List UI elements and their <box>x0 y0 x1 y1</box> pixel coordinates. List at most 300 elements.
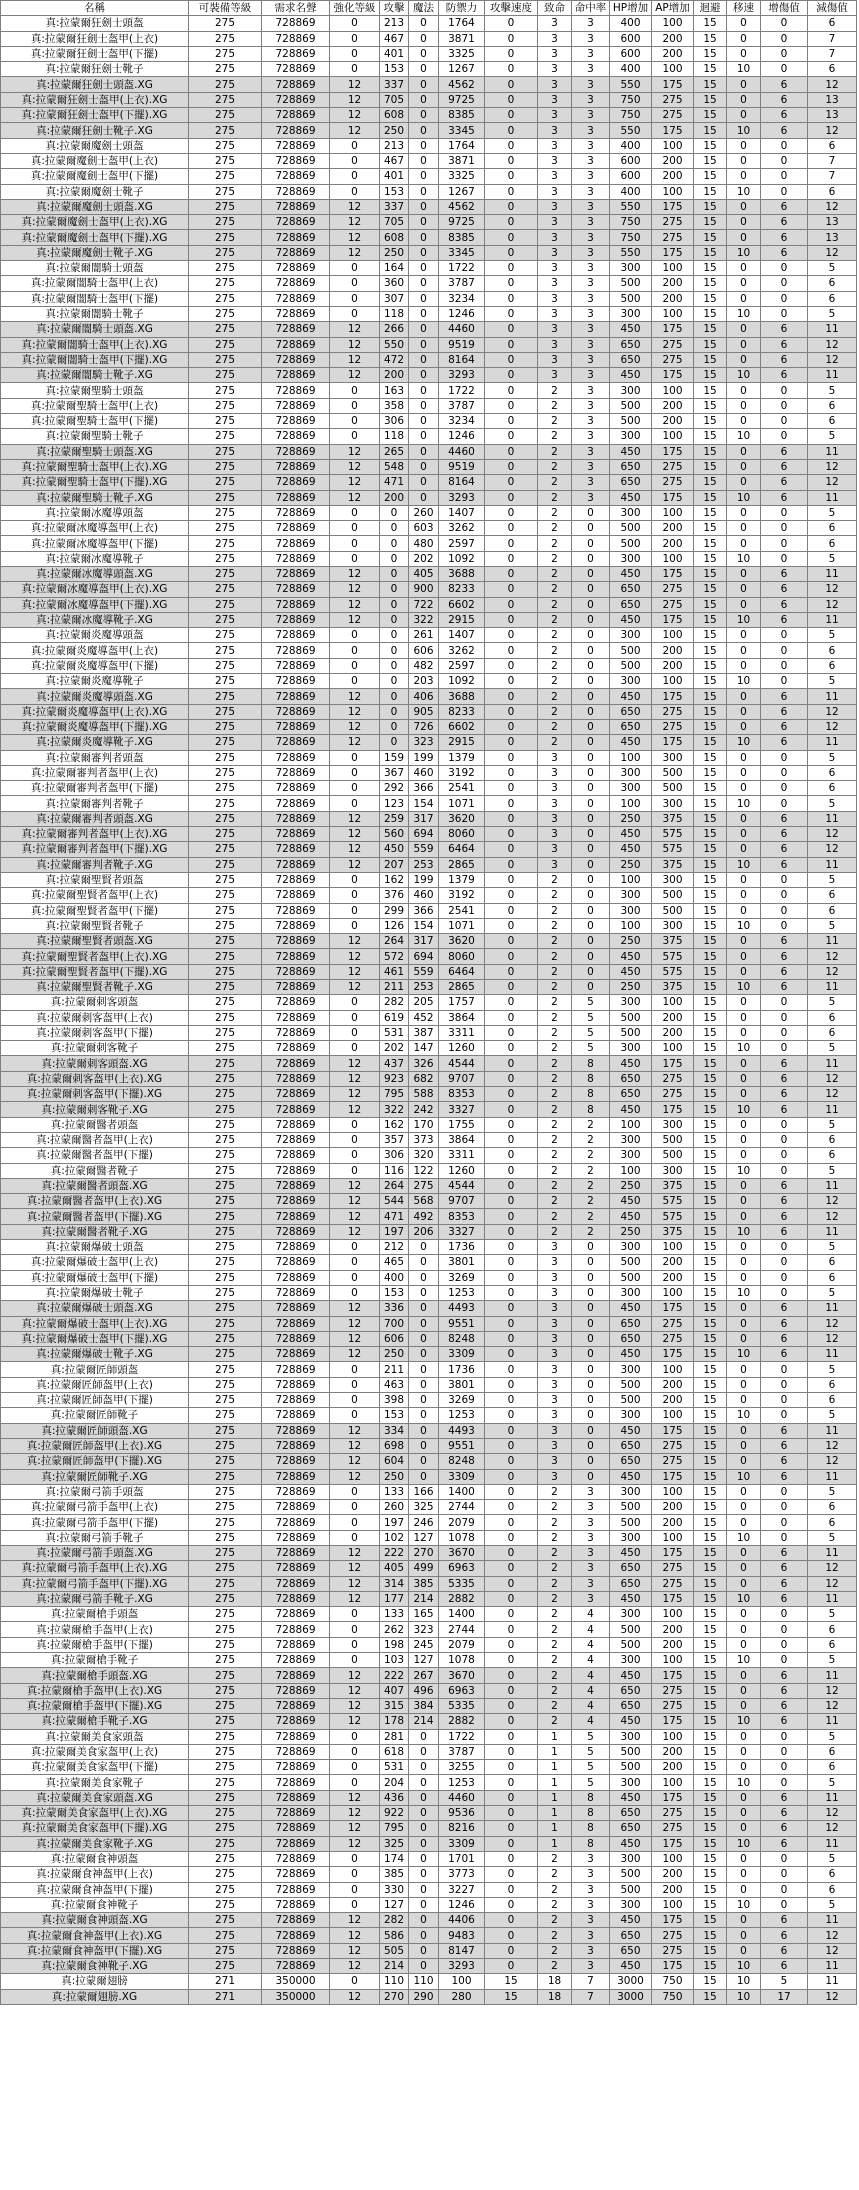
stat-cell: 4562 <box>439 199 485 214</box>
stat-cell: 275 <box>189 184 262 199</box>
stat-cell: 500 <box>610 1500 652 1515</box>
stat-cell: 0 <box>409 291 439 306</box>
stat-cell: 17 <box>761 1989 808 2004</box>
table-row <box>1 184 857 199</box>
stat-cell: 275 <box>189 1561 262 1576</box>
stat-cell: 0 <box>409 1347 439 1362</box>
stat-cell: 3864 <box>439 1132 485 1147</box>
stat-cell: 6 <box>761 1469 808 1484</box>
stat-cell: 500 <box>652 1132 694 1147</box>
stat-cell: 15 <box>694 934 727 949</box>
stat-cell: 275 <box>189 1148 262 1163</box>
stat-cell: 2 <box>538 1561 572 1576</box>
stat-cell: 2865 <box>439 857 485 872</box>
item-name-cell: 真:拉蒙爾刺客靴子.XG <box>1 1102 189 1117</box>
stat-cell: 0 <box>485 276 538 291</box>
stat-cell: 100 <box>610 750 652 765</box>
stat-cell: 728869 <box>262 903 330 918</box>
stat-cell: 0 <box>572 934 610 949</box>
stat-cell: 15 <box>694 811 727 826</box>
stat-cell: 4544 <box>439 1178 485 1193</box>
stat-cell: 0 <box>572 964 610 979</box>
stat-cell: 133 <box>380 1484 409 1499</box>
stat-cell: 275 <box>189 398 262 413</box>
stat-cell: 6 <box>761 1959 808 1974</box>
stat-cell: 3 <box>572 414 610 429</box>
stat-cell: 0 <box>572 566 610 581</box>
item-name-cell: 真:拉蒙爾魔劍士盔甲(下擺).XG <box>1 230 189 245</box>
item-name-cell: 真:拉蒙爾闇騎士盔甲(下擺).XG <box>1 352 189 367</box>
stat-cell: 0 <box>330 398 380 413</box>
stat-cell: 2 <box>538 1698 572 1713</box>
item-name-cell: 真:拉蒙爾聖騎士頭盔.XG <box>1 444 189 459</box>
item-name-cell: 真:拉蒙爾狂劍士盔甲(下擺) <box>1 46 189 61</box>
stat-cell: 0 <box>409 459 439 474</box>
stat-cell: 0 <box>485 796 538 811</box>
column-header: AP增加 <box>652 1 694 16</box>
stat-cell: 15 <box>694 31 727 46</box>
stat-cell: 9551 <box>439 1438 485 1453</box>
stat-cell: 450 <box>610 1790 652 1805</box>
stat-cell: 10 <box>727 1102 761 1117</box>
stat-cell: 3801 <box>439 1377 485 1392</box>
stat-cell: 275 <box>189 674 262 689</box>
stat-cell: 726 <box>409 719 439 734</box>
stat-cell: 728869 <box>262 1851 330 1866</box>
stat-cell: 300 <box>652 918 694 933</box>
table-row <box>1 674 857 689</box>
stat-cell: 7 <box>808 31 857 46</box>
item-name-cell: 真:拉蒙爾冰魔導頭盔.XG <box>1 566 189 581</box>
stat-cell: 385 <box>380 1867 409 1882</box>
stat-cell: 450 <box>610 1469 652 1484</box>
stat-cell: 0 <box>761 169 808 184</box>
stat-cell: 200 <box>652 1760 694 1775</box>
stat-cell: 650 <box>610 1821 652 1836</box>
stat-cell: 728869 <box>262 276 330 291</box>
stat-cell: 0 <box>409 123 439 138</box>
stat-cell: 0 <box>330 1148 380 1163</box>
stat-cell: 0 <box>409 475 439 490</box>
stat-cell: 15 <box>694 1928 727 1943</box>
stat-cell: 260 <box>409 505 439 520</box>
stat-cell: 15 <box>694 827 727 842</box>
stat-cell: 0 <box>409 1775 439 1790</box>
stat-cell: 0 <box>485 1255 538 1270</box>
stat-cell: 3 <box>572 230 610 245</box>
stat-cell: 728869 <box>262 46 330 61</box>
stat-cell: 275 <box>189 276 262 291</box>
stat-cell: 12 <box>330 1454 380 1469</box>
stat-cell: 6 <box>761 1316 808 1331</box>
stat-cell: 0 <box>572 1377 610 1392</box>
stat-cell: 2 <box>538 1683 572 1698</box>
stat-cell: 10 <box>727 1347 761 1362</box>
stat-cell: 0 <box>761 1025 808 1040</box>
stat-cell: 271 <box>189 1974 262 1989</box>
stat-cell: 450 <box>610 1102 652 1117</box>
stat-cell: 2 <box>572 1194 610 1209</box>
stat-cell: 11 <box>808 1591 857 1606</box>
item-name-cell: 真:拉蒙爾聖賢者靴子 <box>1 918 189 933</box>
stat-cell: 619 <box>380 1010 409 1025</box>
stat-cell: 15 <box>694 796 727 811</box>
item-name-cell: 真:拉蒙爾槍手盔甲(下擺) <box>1 1637 189 1652</box>
stat-cell: 10 <box>727 1469 761 1484</box>
stat-cell: 450 <box>610 1347 652 1362</box>
stat-cell: 175 <box>652 1301 694 1316</box>
stat-cell: 750 <box>610 215 652 230</box>
stat-cell: 275 <box>189 934 262 949</box>
table-row <box>1 1500 857 1515</box>
stat-cell: 0 <box>727 1576 761 1591</box>
stat-cell: 728869 <box>262 1194 330 1209</box>
stat-cell: 0 <box>330 1500 380 1515</box>
stat-cell: 0 <box>409 1928 439 1943</box>
stat-cell: 728869 <box>262 230 330 245</box>
stat-cell: 12 <box>330 1790 380 1805</box>
stat-cell: 200 <box>652 46 694 61</box>
item-name-cell: 真:拉蒙爾審判者頭盔 <box>1 750 189 765</box>
stat-cell: 0 <box>380 735 409 750</box>
stat-cell: 0 <box>727 337 761 352</box>
stat-cell: 6 <box>808 1760 857 1775</box>
stat-cell: 5 <box>808 429 857 444</box>
stat-cell: 2 <box>538 980 572 995</box>
table-row <box>1 1270 857 1285</box>
stat-cell: 0 <box>485 1270 538 1285</box>
stat-cell: 12 <box>330 1943 380 1958</box>
stat-cell: 275 <box>189 980 262 995</box>
stat-cell: 275 <box>189 1270 262 1285</box>
stat-cell: 0 <box>761 184 808 199</box>
stat-cell: 905 <box>409 704 439 719</box>
stat-cell: 0 <box>330 1867 380 1882</box>
stat-cell: 250 <box>610 811 652 826</box>
stat-cell: 204 <box>380 1775 409 1790</box>
table-row <box>1 1591 857 1606</box>
stat-cell: 0 <box>485 383 538 398</box>
stat-cell: 275 <box>189 261 262 276</box>
table-row <box>1 857 857 872</box>
item-name-cell: 真:拉蒙爾闇騎士靴子 <box>1 306 189 321</box>
item-name-cell: 真:拉蒙爾弓箭手靴子 <box>1 1530 189 1545</box>
stat-cell: 12 <box>330 1087 380 1102</box>
stat-cell: 15 <box>694 108 727 123</box>
stat-cell: 0 <box>409 1240 439 1255</box>
stat-cell: 10 <box>727 551 761 566</box>
stat-cell: 6 <box>808 1637 857 1652</box>
stat-cell: 200 <box>652 1867 694 1882</box>
stat-cell: 6 <box>761 1576 808 1591</box>
stat-cell: 2 <box>538 582 572 597</box>
stat-cell: 400 <box>610 62 652 77</box>
stat-cell: 0 <box>761 1408 808 1423</box>
stat-cell: 5 <box>808 1851 857 1866</box>
stat-cell: 0 <box>572 1331 610 1346</box>
stat-cell: 275 <box>189 1255 262 1270</box>
stat-cell: 3 <box>538 77 572 92</box>
stat-cell: 275 <box>189 1362 262 1377</box>
stat-cell: 12 <box>330 475 380 490</box>
stat-cell: 100 <box>610 872 652 887</box>
stat-cell: 450 <box>610 1056 652 1071</box>
stat-cell: 0 <box>485 1576 538 1591</box>
stat-cell: 2 <box>538 1209 572 1224</box>
stat-cell: 15 <box>694 1668 727 1683</box>
stat-cell: 0 <box>727 398 761 413</box>
stat-cell: 0 <box>572 1301 610 1316</box>
stat-cell: 11 <box>808 1056 857 1071</box>
stat-cell: 11 <box>808 368 857 383</box>
stat-cell: 1379 <box>439 872 485 887</box>
stat-cell: 0 <box>761 1393 808 1408</box>
item-name-cell: 真:拉蒙爾刺客頭盔.XG <box>1 1056 189 1071</box>
item-name-cell: 真:拉蒙爾槍手盔甲(下擺).XG <box>1 1698 189 1713</box>
stat-cell: 15 <box>694 1484 727 1499</box>
table-row <box>1 505 857 520</box>
stat-cell: 300 <box>610 628 652 643</box>
stat-cell: 0 <box>409 245 439 260</box>
stat-cell: 2 <box>538 735 572 750</box>
stat-cell: 728869 <box>262 1806 330 1821</box>
column-header: HP增加 <box>610 1 652 16</box>
stat-cell: 7 <box>808 153 857 168</box>
stat-cell: 15 <box>694 689 727 704</box>
stat-cell: 0 <box>485 77 538 92</box>
stat-cell: 0 <box>727 1301 761 1316</box>
stat-cell: 2 <box>538 1622 572 1637</box>
stat-cell: 15 <box>694 1622 727 1637</box>
stat-cell: 11 <box>808 1178 857 1193</box>
stat-cell: 0 <box>330 184 380 199</box>
stat-cell: 259 <box>380 811 409 826</box>
stat-cell: 728869 <box>262 123 330 138</box>
stat-cell: 6 <box>808 1255 857 1270</box>
table-row <box>1 1821 857 1836</box>
stat-cell: 175 <box>652 444 694 459</box>
stat-cell: 728869 <box>262 674 330 689</box>
stat-cell: 0 <box>330 169 380 184</box>
stat-cell: 0 <box>572 781 610 796</box>
stat-cell: 10 <box>727 612 761 627</box>
stat-cell: 100 <box>652 674 694 689</box>
stat-cell: 0 <box>485 704 538 719</box>
stat-cell: 0 <box>485 1316 538 1331</box>
stat-cell: 15 <box>694 1515 727 1530</box>
stat-cell: 1701 <box>439 1851 485 1866</box>
stat-cell: 12 <box>330 1209 380 1224</box>
stat-cell: 3 <box>538 245 572 260</box>
stat-cell: 3 <box>538 368 572 383</box>
stat-cell: 728869 <box>262 1913 330 1928</box>
stat-cell: 0 <box>330 1851 380 1866</box>
stat-cell: 728869 <box>262 582 330 597</box>
stat-cell: 0 <box>761 1163 808 1178</box>
stat-cell: 728869 <box>262 245 330 260</box>
item-name-cell: 真:拉蒙爾美食家盔甲(上衣) <box>1 1744 189 1759</box>
table-row <box>1 1025 857 1040</box>
stat-cell: 0 <box>727 1010 761 1025</box>
stat-cell: 0 <box>485 444 538 459</box>
stat-cell: 728869 <box>262 1775 330 1790</box>
stat-cell: 0 <box>409 368 439 383</box>
item-name-cell: 真:拉蒙爾醫者盔甲(下擺) <box>1 1148 189 1163</box>
stat-cell: 2541 <box>439 781 485 796</box>
stat-cell: 550 <box>610 77 652 92</box>
stat-cell: 3 <box>538 781 572 796</box>
stat-cell: 0 <box>727 383 761 398</box>
stat-cell: 2 <box>538 398 572 413</box>
stat-cell: 0 <box>330 1744 380 1759</box>
stat-cell: 0 <box>761 383 808 398</box>
stat-cell: 0 <box>409 230 439 245</box>
stat-cell: 275 <box>189 490 262 505</box>
item-name-cell: 真:拉蒙爾醫者靴子 <box>1 1163 189 1178</box>
stat-cell: 100 <box>652 62 694 77</box>
stat-cell: 0 <box>485 1163 538 1178</box>
stat-cell: 728869 <box>262 949 330 964</box>
stat-cell: 728869 <box>262 1240 330 1255</box>
stat-cell: 100 <box>652 138 694 153</box>
stat-cell: 11 <box>808 1913 857 1928</box>
stat-cell: 100 <box>610 918 652 933</box>
stat-cell: 0 <box>727 1117 761 1132</box>
stat-cell: 12 <box>330 1056 380 1071</box>
stat-cell: 317 <box>409 811 439 826</box>
stat-cell: 154 <box>409 796 439 811</box>
stat-cell: 467 <box>380 31 409 46</box>
stat-cell: 500 <box>610 291 652 306</box>
stat-cell: 12 <box>808 1071 857 1086</box>
stat-cell: 100 <box>652 1240 694 1255</box>
stat-cell: 360 <box>380 276 409 291</box>
stat-cell: 300 <box>610 1132 652 1147</box>
stat-cell: 450 <box>610 735 652 750</box>
stat-cell: 1 <box>538 1744 572 1759</box>
stat-cell: 0 <box>485 949 538 964</box>
table-row <box>1 597 857 612</box>
stat-cell: 0 <box>727 1928 761 1943</box>
stat-cell: 275 <box>189 383 262 398</box>
stat-cell: 0 <box>409 1285 439 1300</box>
stat-cell: 0 <box>485 1132 538 1147</box>
stat-cell: 0 <box>485 1622 538 1637</box>
stat-cell: 12 <box>808 1683 857 1698</box>
stat-cell: 0 <box>727 1362 761 1377</box>
stat-cell: 0 <box>330 796 380 811</box>
stat-cell: 0 <box>485 1897 538 1912</box>
stat-cell: 3 <box>538 1347 572 1362</box>
stat-cell: 0 <box>761 429 808 444</box>
stat-cell: 270 <box>380 1989 409 2004</box>
table-row <box>1 827 857 842</box>
stat-cell: 0 <box>572 1469 610 1484</box>
stat-cell: 7 <box>572 1974 610 1989</box>
stat-cell: 1 <box>538 1806 572 1821</box>
table-row <box>1 1897 857 1912</box>
stat-cell: 6 <box>761 719 808 734</box>
item-name-cell: 真:拉蒙爾醫者頭盔.XG <box>1 1178 189 1193</box>
stat-cell: 300 <box>610 1041 652 1056</box>
table-row <box>1 1576 857 1591</box>
stat-cell: 0 <box>761 1362 808 1377</box>
stat-cell: 12 <box>330 245 380 260</box>
stat-cell: 650 <box>610 352 652 367</box>
stat-cell: 3 <box>572 169 610 184</box>
stat-cell: 3 <box>572 1591 610 1606</box>
stat-cell: 0 <box>761 995 808 1010</box>
stat-cell: 15 <box>694 1821 727 1836</box>
stat-cell: 0 <box>409 1867 439 1882</box>
stat-cell: 12 <box>330 1989 380 2004</box>
stat-cell: 0 <box>330 429 380 444</box>
stat-cell: 0 <box>485 138 538 153</box>
stat-cell: 275 <box>189 1897 262 1912</box>
stat-cell: 2 <box>538 1653 572 1668</box>
stat-cell: 300 <box>610 429 652 444</box>
table-row <box>1 1194 857 1209</box>
stat-cell: 492 <box>409 1209 439 1224</box>
stat-cell: 100 <box>652 184 694 199</box>
stat-cell: 4460 <box>439 1790 485 1805</box>
stat-cell: 0 <box>761 398 808 413</box>
stat-cell: 608 <box>380 230 409 245</box>
stat-cell: 0 <box>485 1882 538 1897</box>
table-row <box>1 719 857 734</box>
stat-cell: 6 <box>761 1056 808 1071</box>
stat-cell: 11 <box>808 1974 857 1989</box>
stat-cell: 6 <box>761 1102 808 1117</box>
stat-cell: 0 <box>727 1377 761 1392</box>
stat-cell: 0 <box>485 1102 538 1117</box>
stat-cell: 728869 <box>262 306 330 321</box>
stat-cell: 728869 <box>262 1637 330 1652</box>
stat-cell: 0 <box>727 1132 761 1147</box>
stat-cell: 3262 <box>439 643 485 658</box>
stat-cell: 3670 <box>439 1668 485 1683</box>
stat-cell: 275 <box>189 1331 262 1346</box>
stat-cell: 0 <box>572 658 610 673</box>
stat-cell: 0 <box>330 276 380 291</box>
stat-cell: 200 <box>652 536 694 551</box>
stat-cell: 471 <box>380 475 409 490</box>
stat-cell: 275 <box>189 643 262 658</box>
stat-cell: 12 <box>808 1806 857 1821</box>
stat-cell: 275 <box>189 1744 262 1759</box>
stat-cell: 275 <box>652 1316 694 1331</box>
stat-cell: 0 <box>761 414 808 429</box>
stat-cell: 2 <box>572 1117 610 1132</box>
table-row <box>1 1209 857 1224</box>
stat-cell: 0 <box>485 337 538 352</box>
stat-cell: 3 <box>572 276 610 291</box>
stat-cell: 0 <box>485 1729 538 1744</box>
stat-cell: 8 <box>572 1821 610 1836</box>
stat-cell: 728869 <box>262 1714 330 1729</box>
stat-cell: 376 <box>380 888 409 903</box>
stat-cell: 6 <box>808 1500 857 1515</box>
column-header: 攻擊 <box>380 1 409 16</box>
stat-cell: 3000 <box>610 1989 652 2004</box>
stat-cell: 275 <box>189 322 262 337</box>
stat-cell: 2 <box>538 1025 572 1040</box>
stat-cell: 8248 <box>439 1331 485 1346</box>
item-name-cell: 真:拉蒙爾刺客盔甲(上衣) <box>1 1010 189 1025</box>
stat-cell: 100 <box>652 1775 694 1790</box>
stat-cell: 467 <box>380 153 409 168</box>
stat-cell: 2744 <box>439 1500 485 1515</box>
